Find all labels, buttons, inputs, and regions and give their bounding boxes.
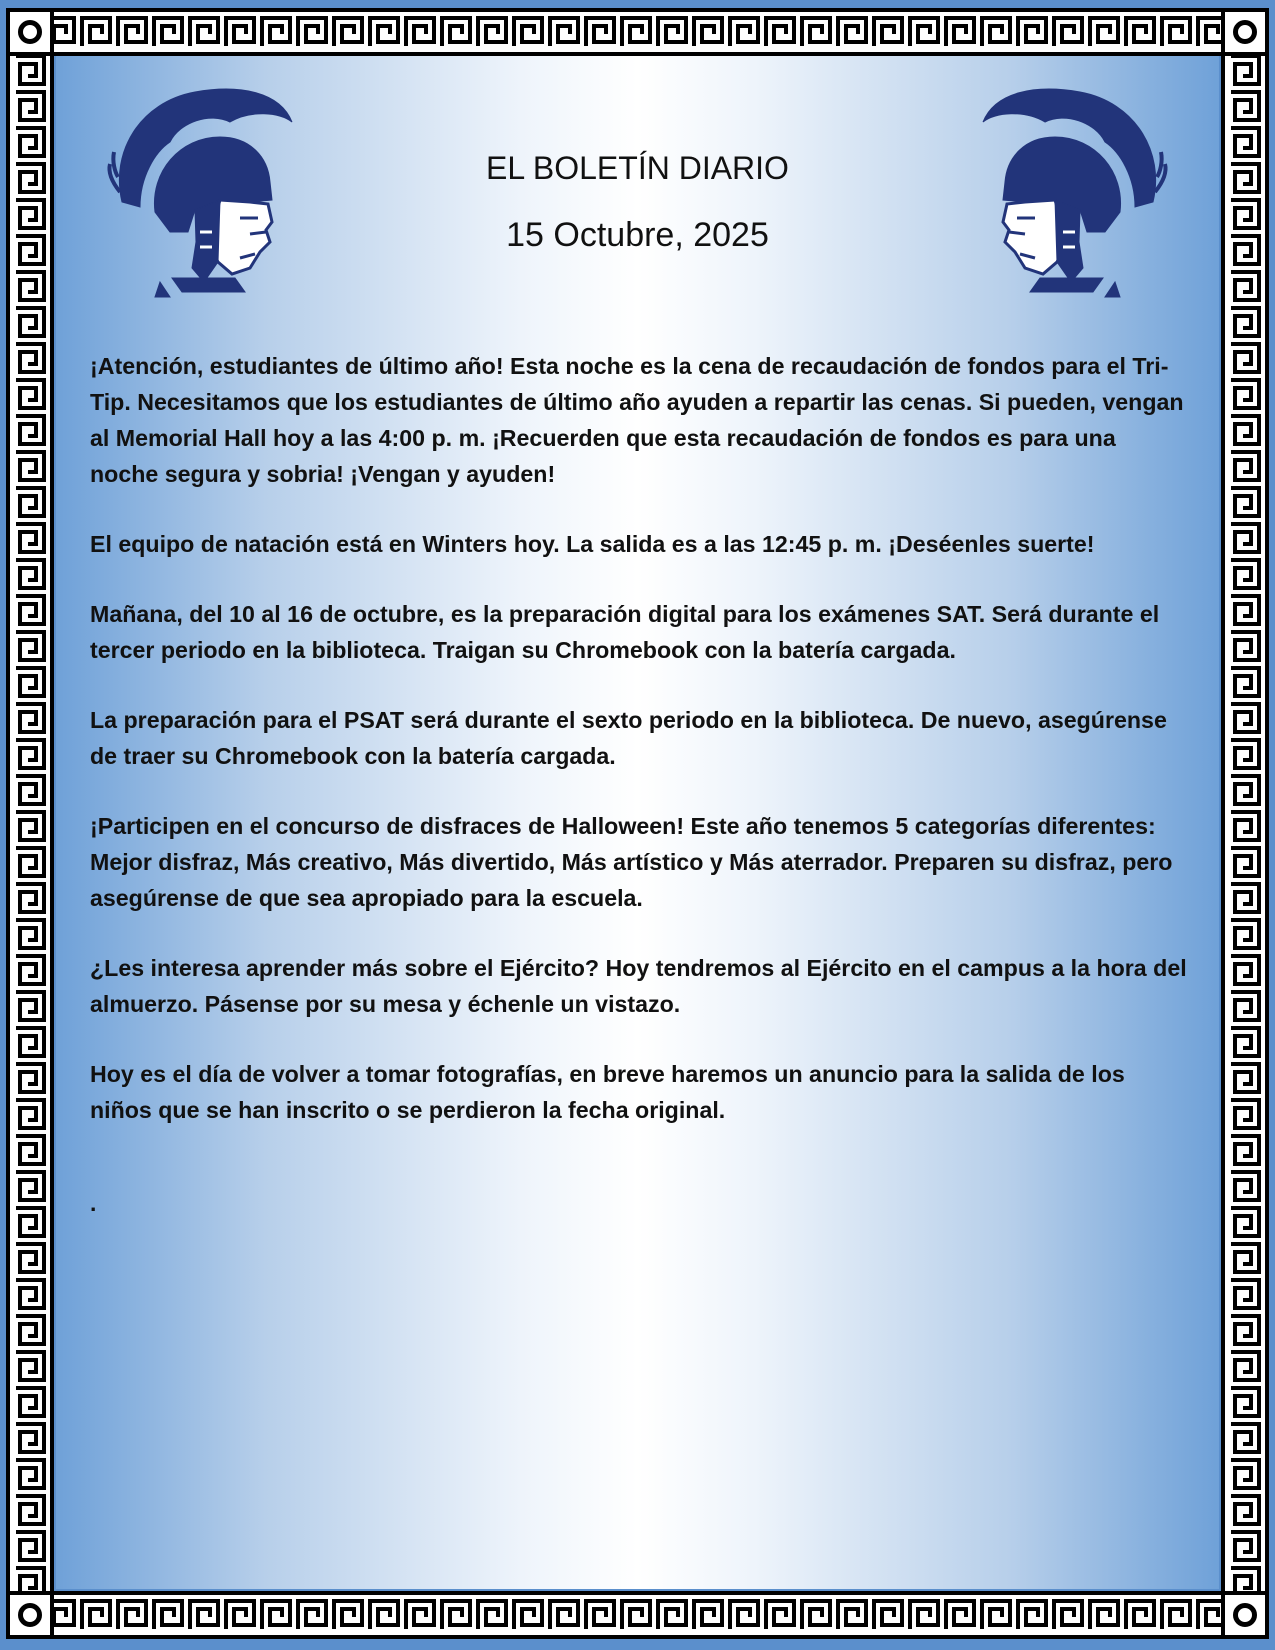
announcement-paragraph: La preparación para el PSAT será durante el sexto periodo en la biblioteca. De nuevo, asegúrense de traer su Chromebook con la batería cargada. [90,707,1167,769]
announcement-paragraph: El equipo de natación está en Winters hoy. La salida es a las 12:45 p. m. ¡Deséenles suerte! [90,531,1095,557]
bulletin-date: 15 Octubre, 2025 [506,216,769,254]
trojan-helmet-icon [965,82,1175,302]
announcement-paragraph: ¡Participen en el concurso de disfraces de Halloween! Este año tenemos 5 categorías diferentes: Mejor disfraz, Más creativo, Más divertido, Más artístico y Más aterrador. Preparen su disfraz, pero asegúrense de que sea apropiado para la escuela. [90,813,1173,911]
announcement-paragraph: Mañana, del 10 al 16 de octubre, es la preparación digital para los exámenes SAT. Será durante el tercer periodo en la biblioteca. Traigan su Chromebook con la batería cargada. [90,601,1160,663]
greek-key-border-bottom [6,1591,1269,1639]
border-corner-ornament [6,8,54,56]
border-corner-ornament [1221,1591,1269,1639]
greek-key-border-right [1221,52,1269,1595]
announcement-paragraph: ¡Atención, estudiantes de último año! Esta noche es la cena de recaudación de fondos para el Tri-Tip. Necesitamos que los estudiantes de último año ayuden a repartir las cenas. Si pueden, vengan al Memorial Hall hoy a las 4:00 p. m. ¡Recuerden que esta recaudación de fondos es para una noche segura y sobria! ¡Vengan y ayuden! [90,353,1184,487]
greek-key-border-top [6,8,1269,56]
announcements [90,348,1190,1162]
announcement-paragraph: ¿Les interesa aprender más sobre el Ejército? Hoy tendremos al Ejército en el campus a la hora del almuerzo. Pásense por su mesa y échenle un vistazo. [90,955,1187,1017]
announcement-paragraph: Hoy es el día de volver a tomar fotografías, en breve haremos un anuncio para la salida de los niños que se han inscrito o se perdieron la fecha original. [90,1061,1125,1123]
greek-key-border-left [6,52,54,1595]
bulletin-title: EL BOLETÍN DIARIO [486,150,789,186]
border-corner-ornament [1221,8,1269,56]
border-corner-ornament [6,1591,54,1639]
trojan-helmet-icon [100,82,310,302]
trailing-text: . [90,1190,97,1216]
